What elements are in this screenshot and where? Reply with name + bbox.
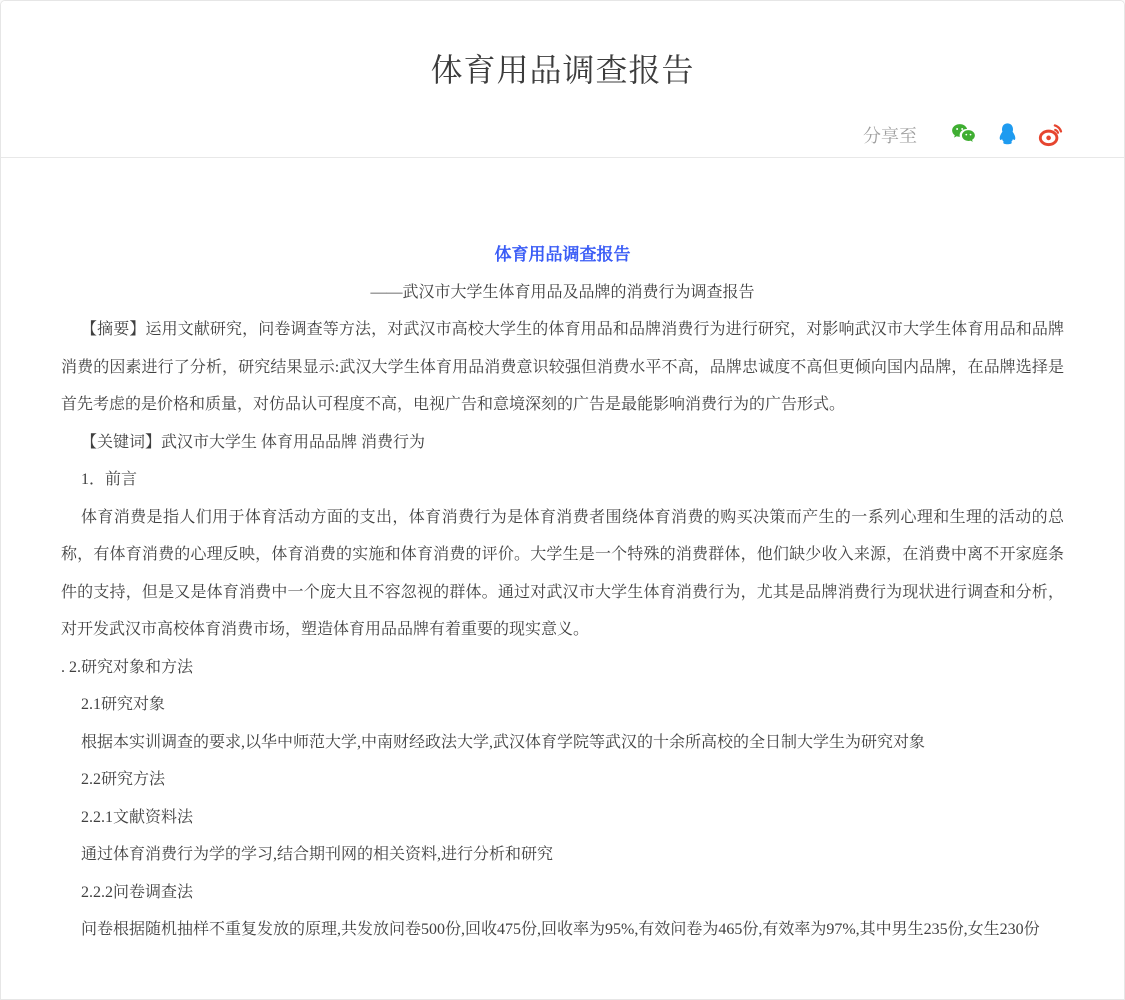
questionnaire-method-paragraph: 问卷根据随机抽样不重复发放的原理,共发放问卷500份,回收475份,回收率为95%,有效问卷为465份,有效率为97%,其中男生235份,女生230份 xyxy=(81,921,1040,938)
qq-icon xyxy=(994,121,1021,148)
wechat-icon xyxy=(950,121,977,148)
weibo-share-button[interactable] xyxy=(1038,121,1065,148)
section-1-heading: 1．前言 xyxy=(81,471,138,488)
section-2-2-2-heading: 2.2.2问卷调查法 xyxy=(81,883,194,901)
page-title: 体育用品调查报告 xyxy=(430,52,695,88)
share-label: 分享至 xyxy=(863,125,917,146)
page-header xyxy=(1,1,1124,158)
abstract-paragraph: 【摘要】运用文献研究，问卷调查等方法，对武汉市高校大学生的体育用品和品牌消费行为进行研究，对影响武汉市大学生体育用品和品牌消费的因素进行了分析，研究结果显示:武汉大学生体育用品消费意识较强但消费水平不高，品牌忠诚度不高但更倾向国内品牌，在品牌选择是首先考虑的是价格和质量，对仿品认可程度不高，电视广告和意境深刻的广告是最能影响消费行为的广告形式。 xyxy=(61,321,1064,413)
article-subtitle: ——武汉市大学生体育用品及品牌的消费行为调查报告 xyxy=(370,283,755,301)
section-2-1-heading: 2.1研究对象 xyxy=(81,696,166,713)
section-2-2-1-heading: 2.2.1文献资料法 xyxy=(81,808,194,826)
article-title: 体育用品调查报告 xyxy=(494,245,631,264)
keywords-paragraph: 【关键词】武汉市大学生 体育用品品牌 消费行为 xyxy=(81,433,426,451)
section-2-heading: . 2.研究对象和方法 xyxy=(61,658,194,676)
share-bar xyxy=(863,121,1065,148)
research-subjects-paragraph: 根据本实训调查的要求,以华中师范大学,中南财经政法大学,武汉体育学院等武汉的十余所高校的全日制大学生为研究对象 xyxy=(81,733,926,751)
weibo-icon xyxy=(1038,121,1065,148)
section-2-2-heading: 2.2研究方法 xyxy=(81,771,166,788)
intro-paragraph: 体育消费是指人们用于体育活动方面的支出，体育消费行为是体育消费者围绕体育消费的购买决策而产生的一系列心理和生理的活动的总称，有体育消费的心理反映，体育消费的实施和体育消费的评价。大学生是一个特殊的消费群体，他们缺少收入来源，在消费中离不开家庭条件的支持，但是又是体育消费中一个庞大且不容忽视的群体。通过对武汉市大学生体育消费行为，尤其是品牌消费行为现状进行调查和分析，对开发武汉市高校体育消费市场，塑造体育用品品牌有着重要的现实意义。 xyxy=(61,508,1064,638)
qq-share-button[interactable] xyxy=(994,121,1021,148)
wechat-share-button[interactable] xyxy=(950,121,977,148)
literature-method-paragraph: 通过体育消费行为学的学习,结合期刊网的相关资料,进行分析和研究 xyxy=(81,846,554,863)
article-body xyxy=(1,158,1124,949)
